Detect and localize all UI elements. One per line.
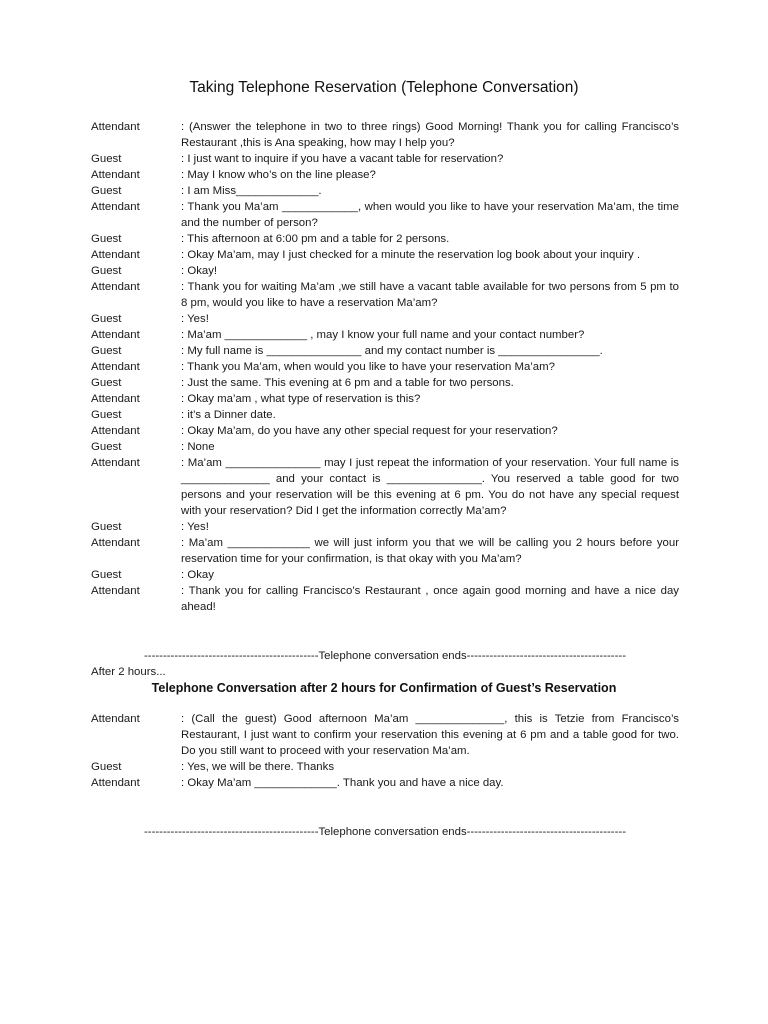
dialog-text: : Yes! [181, 521, 209, 533]
dialog-text: : Thank you for calling Francisco’s Restaurant , once again good morning and have a nice day ahead! [181, 585, 679, 613]
dialog-line [91, 391, 679, 407]
dialog-text: : (Answer the telephone in two to three rings) Good Morning! Thank you for calling Francisco’s Restaurant ,this is Ana speaking, how may I help you? [181, 121, 679, 149]
dialog-line [91, 199, 679, 231]
speaker-label: Attendant [91, 121, 140, 133]
dialog-text: : it’s a Dinner date. [181, 409, 276, 421]
speaker-label: Attendant [91, 537, 140, 549]
dialog-line [91, 327, 679, 343]
speaker-label: Guest [91, 569, 122, 581]
dialog-text: : Ma’am _____________ we will just inform you that we will be calling you 2 hours before your reservation time for your confirmation, is that okay with you Ma’am? [181, 537, 679, 565]
dialog-text: : Okay! [181, 265, 218, 277]
dialog-text: : I just want to inquire if you have a vacant table for reservation? [181, 153, 504, 165]
speaker-label: Guest [91, 185, 122, 197]
dialog-text: : (Call the guest) Good afternoon Ma’am ______________, this is Tetzie from Francisco’s Restaurant, I just want to confirm your reservation this evening at 6 pm and a table good for two. Do you still want to proceed with your reservation Ma’am. [181, 713, 679, 757]
dialog-text: : Okay ma’am , what type of reservation is this? [181, 393, 421, 405]
dialog-line [91, 183, 679, 199]
speaker-label: Guest [91, 265, 122, 277]
speaker-label: Attendant [91, 361, 140, 373]
dialog-line [91, 231, 679, 247]
speaker-label: Guest [91, 153, 122, 165]
speaker-label: Attendant [91, 329, 140, 341]
speaker-label: Attendant [91, 393, 140, 405]
conversation-end-divider: ----------------------------------------------Telephone conversation ends------------------------------------------ [144, 650, 626, 662]
dialog-text: : Okay Ma’am, do you have any other special request for your reservation? [181, 425, 558, 437]
dialog-text: : This afternoon at 6:00 pm and a table for 2 persons. [181, 233, 450, 245]
dialog-line [91, 263, 679, 279]
dialog-line [91, 407, 679, 423]
conversation-end-divider-2: ----------------------------------------------Telephone conversation ends------------------------------------------ [144, 826, 626, 838]
dialog-text: : Yes! [181, 313, 209, 325]
speaker-label: Guest [91, 233, 122, 245]
speaker-label: Guest [91, 377, 122, 389]
dialog-text: : Yes, we will be there. Thanks [181, 761, 335, 773]
dialog-line [91, 423, 679, 439]
speaker-label: Guest [91, 345, 122, 357]
speaker-label: Guest [91, 313, 122, 325]
dialog-text: : Okay Ma’am, may I just checked for a minute the reservation log book about your inquiry . [181, 249, 641, 261]
speaker-label: Guest [91, 761, 122, 773]
dialog-line [91, 151, 679, 167]
speaker-label: Attendant [91, 249, 140, 261]
dialog-text: : Okay [181, 569, 214, 581]
speaker-label: Attendant [91, 425, 140, 437]
confirmation-heading: Telephone Conversation after 2 hours for Confirmation of Guest’s Reservation [151, 681, 617, 695]
dialog-line [91, 167, 679, 183]
dialog-text: : Thank you Ma’am ____________, when would you like to have your reservation Ma’am, the time and the number of person? [181, 201, 679, 229]
dialog-line [91, 759, 679, 775]
speaker-label: Attendant [91, 585, 140, 597]
speaker-label: Guest [91, 409, 122, 421]
dialog-line [91, 519, 679, 535]
dialog-line [91, 775, 679, 791]
speaker-label: Guest [91, 441, 122, 453]
time-note: After 2 hours... [91, 666, 166, 678]
speaker-label: Attendant [91, 169, 140, 181]
dialog-line [91, 711, 679, 759]
speaker-label: Attendant [91, 457, 140, 469]
speaker-label: Guest [91, 521, 122, 533]
dialog-text: : Okay Ma’am _____________. Thank you and have a nice day. [181, 777, 504, 789]
reservation-dialog [91, 119, 679, 615]
dialog-text: : I am Miss_____________. [181, 185, 322, 197]
speaker-label: Attendant [91, 777, 140, 789]
dialog-text: : Ma’am _____________ , may I know your full name and your contact number? [181, 329, 585, 341]
speaker-label: Attendant [91, 713, 140, 725]
dialog-line [91, 455, 679, 519]
dialog-text: : Thank you for waiting Ma’am ,we still have a vacant table available for two persons from 5 pm to 8 pm, would you like to have a reservation Ma’am? [181, 281, 679, 309]
dialog-line [91, 359, 679, 375]
dialog-line [91, 119, 679, 151]
page-title: Taking Telephone Reservation (Telephone Conversation) [189, 79, 579, 96]
dialog-line [91, 279, 679, 311]
dialog-line [91, 375, 679, 391]
dialog-text: : Just the same. This evening at 6 pm and a table for two persons. [181, 377, 514, 389]
dialog-text: : Ma’am _______________ may I just repeat the information of your reservation. Your full name is ______________ and your contact is _______________. You reserved a table good for two persons and your reservation will be this evening at 6 pm. You do not have any special request with your reservation? Did I get the information correctly Ma’am? [181, 457, 679, 517]
dialog-text: : Thank you Ma’am, when would you like to have your reservation Ma’am? [181, 361, 555, 373]
dialog-text: : May I know who’s on the line please? [181, 169, 376, 181]
dialog-line [91, 567, 679, 583]
dialog-line [91, 247, 679, 263]
dialog-line [91, 583, 679, 615]
speaker-label: Attendant [91, 281, 140, 293]
dialog-text: : My full name is _______________ and my contact number is ________________. [181, 345, 603, 357]
dialog-line [91, 535, 679, 567]
dialog-line [91, 343, 679, 359]
speaker-label: Attendant [91, 201, 140, 213]
confirmation-dialog [91, 711, 679, 791]
dialog-text: : None [181, 441, 215, 453]
dialog-line [91, 311, 679, 327]
dialog-line [91, 439, 679, 455]
